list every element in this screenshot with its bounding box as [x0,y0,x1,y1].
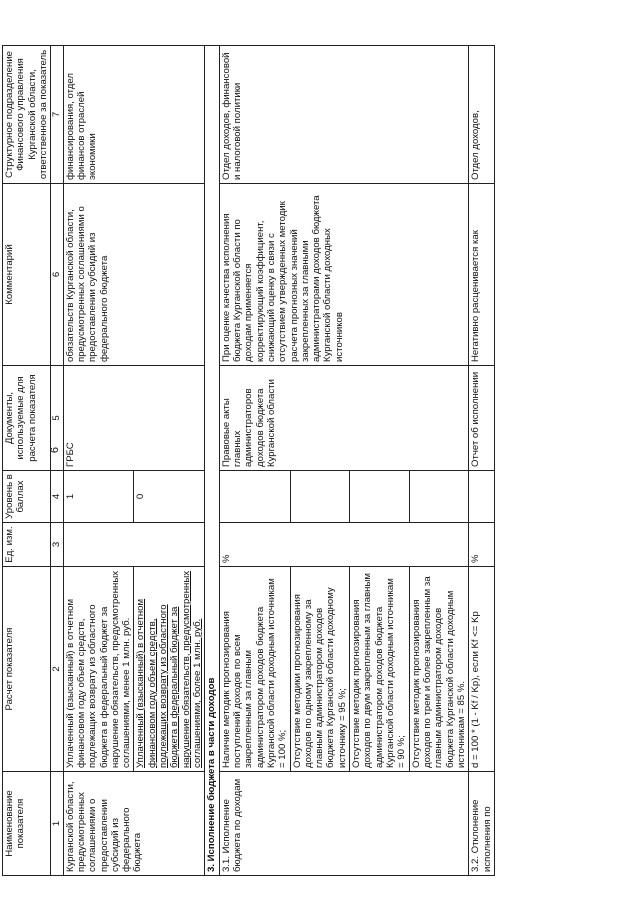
col-num-6: 6 [51,184,63,366]
row-a-unit [63,523,205,567]
row-a-dept: финансирования, отдел финансов отраслей экономики [63,46,205,184]
row-a-calc-1: Уплаченный (взысканный) в отчетном финансовом году объем средств, подлежащих возврату из областного бюджета в федеральный бюджет за нарушение обязательств, предусмотренных соглашениями, менее 1 млн. руб. [63,567,134,772]
col-num-3: 3 [51,523,63,567]
row-31-dept: Отдел доходов, финансовой и налоговой политики [219,46,469,184]
row-a-comment: обязательств Курганской области, предусмотренных соглашениями о предоставлении субсидий из федерального бюджета [63,184,205,366]
column-number-row [51,46,63,876]
row-a-calc-2 [134,567,205,772]
header-calc: Расчет показателя [3,567,51,772]
table-row [63,46,134,876]
col-num-7: 7 [51,46,63,184]
row-31-calc-1: Наличие методик прогнозирования поступлений доходов по всем закрепленным за главным администратором доходов бюджета Курганской области доходным источникам = 100 %; [219,567,290,772]
col-num-5: 5 [51,366,63,471]
row-31-comment: При оценке качества исполнения бюджета Курганской области по доходам применяется корректирующий коэффициент, снижающий оценку в связи с отсутствием утвержденных методик расчета прогнозных значений закрепленных за главными администраторами доходов бюджета Курганской области доходных источников [219,184,469,366]
col-num-2: 2 [51,567,63,772]
header-dept: Структурное подразделение Финансового управления Курганской области, ответственное за показатель [3,46,51,184]
row-a-name: Курганской области, предусмотренных соглашениями о предоставлении субсидий из федерального бюджета [63,772,205,876]
table-row [219,46,290,876]
row-32-calc: d = 100 * (1 - Kf / Kp), если Kf <= Kp [469,567,495,772]
row-31-unit: % [219,523,469,567]
row-32-level [469,471,495,523]
header-docs: Документы, используемые для расчета показателя [3,366,51,471]
row-a-calc-2-text: Уплаченный (взысканный) в отчетном финансовом году объем средств, подлежащих возврату из областного бюджета в федеральный бюджет за нарушение обязательств, предусмотренных соглашениями, более 1 млн. руб. [135,570,203,768]
row-a-level-1: 1 [63,471,134,523]
row-32-comment: Негативно расценивается как [469,184,495,366]
row-31-level-3 [350,471,410,523]
table-row [469,46,495,876]
header-comment: Комментарий [3,184,51,366]
row-31-calc-2: Отсутствие методики прогнозирования доходов по одному закрепленному за главным администратором доходов бюджета Курганской области доходному источнику = 95 %; [290,567,350,772]
row-31-level-2 [290,471,350,523]
rotated-document [2,46,493,876]
row-a-level-2: 0 [134,471,205,523]
section-row [205,46,219,876]
row-32-docs: Отчет об исполнении [469,366,495,471]
header-row [3,46,51,876]
row-32-name: 3.2. Отклонение исполнения по [469,772,495,876]
col-num-4: 4 [51,471,63,523]
row-32-unit: % [469,523,495,567]
row-31-calc-4: Отсутствие методик прогнозирования доходов по трем и более закрепленным за главным администратором доходов бюджета Курганской области доходным источникам = 85 %. [409,567,469,772]
row-31-calc-3: Отсутствие методик прогнозирования доходов по двум закрепленным за главным администратором доходов бюджета Курганской области доходным источникам = 90 %; [350,567,410,772]
row-31-docs: Правовые акты главных администраторов доходов бюджета Курганской области [219,366,469,471]
row-32-dept: Отдел доходов, [469,46,495,184]
row-a-docs: ГРБС [63,366,205,471]
col-num-1: 1 [51,772,63,876]
row-31-name: 3.1. Исполнение бюджета по доходам [219,772,469,876]
header-level: Уровень в баллах [3,471,51,523]
indicators-table [2,45,495,876]
row-31-level-4 [409,471,469,523]
section-3-title: 3. Исполнение бюджета в части доходов [205,46,219,876]
header-name: Наименование показателя [3,772,51,876]
row-31-level-1 [219,471,290,523]
header-unit: Ед. изм. [3,523,51,567]
page-number: 6 [49,446,62,454]
